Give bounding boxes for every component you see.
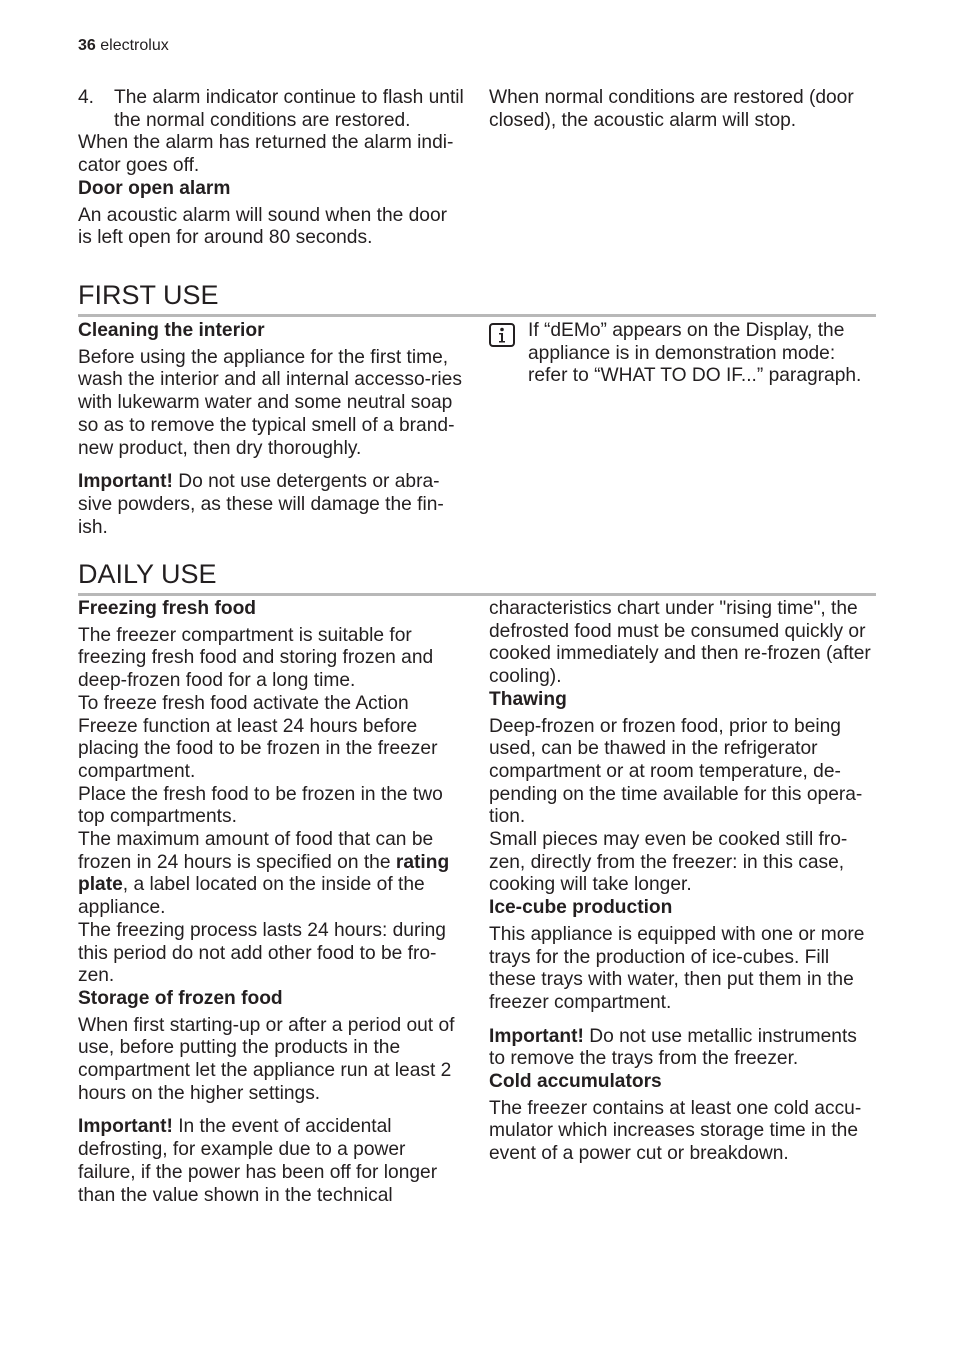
thawing-text-2: Small pieces may even be cooked still fro-zen, directly from the freezer: in this case, cooking will take longer. xyxy=(489,829,848,896)
alarm-returned-text: When the alarm has returned the alarm indi-cator goes off. xyxy=(78,132,454,177)
list-item xyxy=(78,87,466,132)
brand-name: electrolux xyxy=(100,37,169,54)
thawing-text-1: Deep-frozen or frozen food, prior to being used, can be thawed in the refrigerator compartment or at room temperature, de-pending on the time available for this opera-tion. xyxy=(489,715,863,828)
freezing-heading: Freezing fresh food xyxy=(78,598,257,619)
top-left-column xyxy=(78,87,466,250)
door-alarm-heading: Door open alarm xyxy=(78,177,231,199)
storage-text: When first starting-up or after a period out of use, before putting the products in the compartment let the appliance run at least 2 hours on the higher settings. xyxy=(78,1014,455,1104)
list-item-text: The alarm indicator continue to flash until the normal conditions are restored. xyxy=(114,87,464,131)
freezing-text-1: The freezer compartment is suitable for freezing fresh food and storing frozen and deep-frozen food for a long time. xyxy=(78,624,434,692)
important-label: Important! xyxy=(78,471,173,493)
important-text: Do not use metallic instruments to remove the trays from the freezer. xyxy=(489,1025,857,1070)
ice-cube-heading: Ice-cube production xyxy=(489,897,673,919)
important-text: Do not use detergents or abra-sive powders, as these will damage the fin-ish. xyxy=(78,471,444,538)
demo-mode-text: If “dEMo” appears on the Display, the appliance is in demonstration mode: refer to “WHAT TO DO IF...” paragraph. xyxy=(528,320,862,387)
daily-use-left-column xyxy=(78,598,466,1207)
storage-heading: Storage of frozen food xyxy=(78,987,283,1009)
info-icon xyxy=(489,323,515,347)
daily-use-heading: DAILY USE xyxy=(78,559,876,596)
ice-cube-important xyxy=(489,1026,877,1071)
first-use-left-column xyxy=(78,320,466,539)
cleaning-heading: Cleaning the interior xyxy=(78,320,265,341)
storage-continued-text: characteristics chart under "rising time", the defrosted food must be consumed quickly or cooked immediately and then re-frozen (after cooling). xyxy=(489,598,871,688)
important-text: In the event of accidental defrosting, for example due to a power failure, if the power has been off for longer than the value shown in the technical xyxy=(78,1116,438,1206)
info-note xyxy=(489,320,879,388)
important-label: Important! xyxy=(489,1025,584,1047)
freezing-text-5: The freezing process lasts 24 hours: during this period do not add other food to be fro-zen. xyxy=(78,919,446,987)
list-item-number: 4. xyxy=(78,87,95,108)
important-label: Important! xyxy=(78,1116,173,1138)
cleaning-important xyxy=(78,471,466,539)
cold-accumulators-heading: Cold accumulators xyxy=(489,1071,662,1093)
door-alarm-text: An acoustic alarm will sound when the door is left open for around 80 seconds. xyxy=(78,204,448,249)
page-header xyxy=(78,37,169,55)
first-use-heading: FIRST USE xyxy=(78,280,876,317)
freezing-text-4c: , a label located on the inside of the appliance. xyxy=(78,874,425,919)
top-right-column xyxy=(489,87,877,132)
storage-important xyxy=(78,1116,466,1207)
thawing-heading: Thawing xyxy=(489,688,567,710)
cold-accumulators-text: The freezer contains at least one cold accu-mulator which increases storage time in the event of a power cut or breakdown. xyxy=(489,1097,862,1165)
ice-cube-text: This appliance is equipped with one or more trays for the production of ice-cubes. Fill these trays with water, then put them in the freezer compartment. xyxy=(489,923,865,1013)
cleaning-text: Before using the appliance for the first time, wash the interior and all internal accesso-ries with lukewarm water and some neutral soap so as to remove the typical smell of a brand-new product, then dry thoroughly. xyxy=(78,346,462,459)
freezing-text-4 xyxy=(78,829,466,920)
freezing-text-2: To freeze fresh food activate the Action Freeze function at least 24 hours before placing the food to be frozen in the freezer compartment. xyxy=(78,692,438,782)
rating-plate-term: rating plate xyxy=(78,851,450,896)
page-number: 36 xyxy=(78,37,96,54)
normal-conditions-text: When normal conditions are restored (door closed), the acoustic alarm will stop. xyxy=(489,87,854,131)
freezing-text-3: Place the fresh food to be frozen in the two top compartments. xyxy=(78,783,443,828)
daily-use-right-column xyxy=(489,598,877,1166)
freezing-text-4a: The maximum amount of food that can be frozen in 24 hours is specified on the xyxy=(78,829,434,873)
